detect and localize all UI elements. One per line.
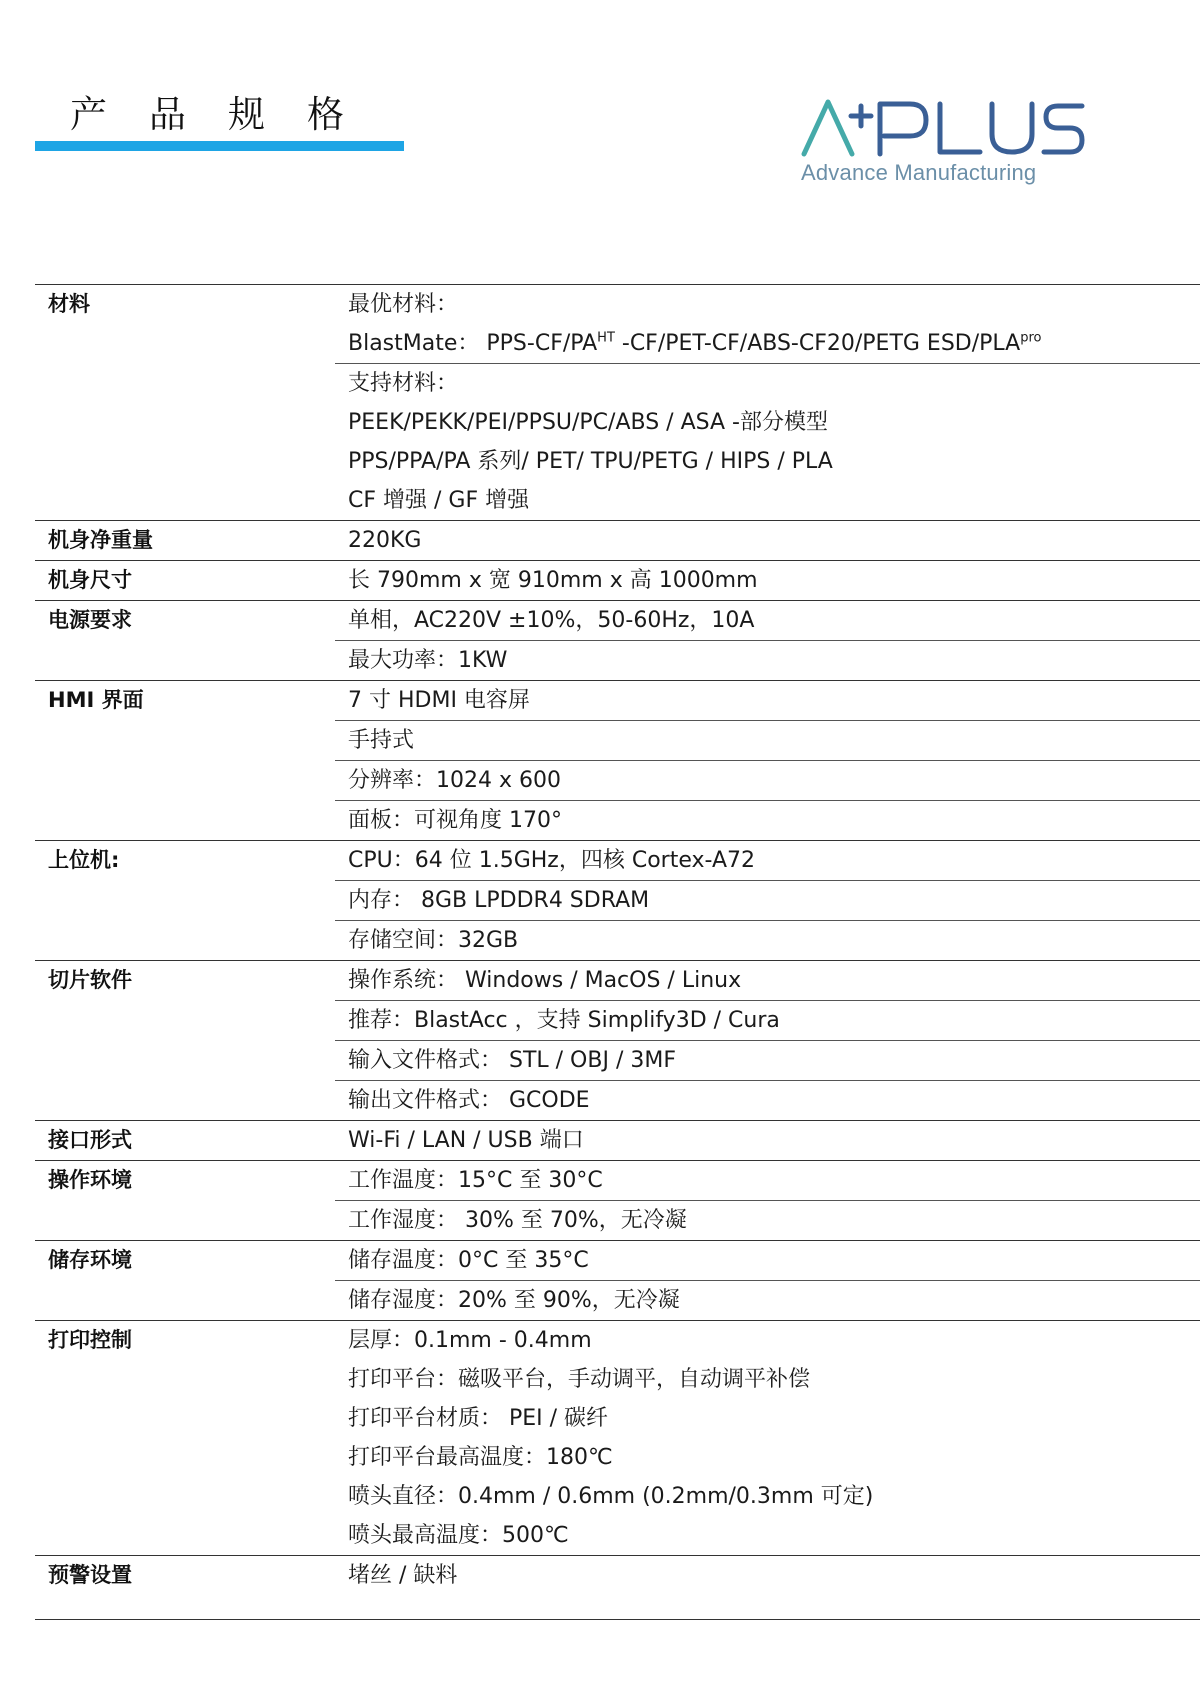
spec-row	[335, 1321, 1200, 1555]
spec-table	[35, 284, 1200, 1620]
spec-group	[35, 1240, 1200, 1320]
spec-value: 存储空间：32GB	[348, 928, 519, 953]
spec-value: 层厚：0.1mm - 0.4mm	[348, 1328, 592, 1353]
spec-value: PPS/PPA/PA 系列/ PET/ TPU/PETG / HIPS / PLA	[348, 449, 833, 474]
spec-label: 储存环境	[48, 1248, 132, 1272]
spec-label: 操作环境	[48, 1168, 132, 1192]
spec-value: 喷头最高温度：500℃	[348, 1523, 569, 1548]
spec-value: 长 790mm x 宽 910mm x 高 1000mm	[348, 568, 758, 593]
spec-row	[335, 285, 1200, 363]
spec-row	[335, 561, 1200, 600]
spec-value: 打印平台材质： PEI / 碳纤	[348, 1406, 609, 1431]
page-title: 产品规格	[70, 93, 386, 136]
spec-row	[335, 1121, 1200, 1160]
spec-row	[335, 720, 1200, 760]
spec-label: 接口形式	[48, 1128, 132, 1152]
spec-value: 手持式	[348, 728, 415, 753]
spec-value: 最大功率：1KW	[348, 648, 508, 673]
spec-value: 内存： 8GB LPDDR4 SDRAM	[348, 888, 650, 913]
logo-tagline: Advance Manufacturing	[801, 160, 1037, 185]
spec-row	[335, 363, 1200, 520]
spec-row	[335, 1000, 1200, 1040]
spec-label: 上位机:	[48, 848, 120, 872]
spec-label: 电源要求	[48, 608, 132, 632]
spec-row	[335, 601, 1200, 640]
spec-row	[335, 760, 1200, 800]
spec-group	[35, 1160, 1200, 1240]
spec-row	[335, 640, 1200, 680]
spec-group	[35, 520, 1200, 560]
spec-group	[35, 680, 1200, 840]
spec-label: HMI 界面	[48, 688, 144, 712]
spec-value: 输出文件格式： GCODE	[348, 1088, 590, 1113]
spec-row	[335, 920, 1200, 960]
spec-row	[335, 521, 1200, 560]
spec-value: 推荐：BlastAcc ，支持 Simplify3D / Cura	[348, 1008, 780, 1033]
aplus-logo	[800, 96, 1110, 192]
spec-value: 工作湿度： 30% 至 70%，无冷凝	[348, 1208, 687, 1233]
logo-mark-icon	[800, 96, 1110, 158]
spec-value: 支持材料：	[348, 371, 459, 396]
spec-group	[35, 284, 1200, 520]
title-underline	[35, 141, 404, 151]
spec-row	[335, 1080, 1200, 1120]
spec-row	[335, 1040, 1200, 1080]
spec-value: 喷头直径：0.4mm / 0.6mm (0.2mm/0.3mm 可定)	[348, 1484, 874, 1509]
spec-row	[335, 1200, 1200, 1240]
spec-value: 7 寸 HDMI 电容屏	[348, 688, 530, 713]
spec-group	[35, 1555, 1200, 1595]
spec-value: 储存温度：0°C 至 35°C	[348, 1248, 589, 1273]
spec-label: 预警设置	[48, 1563, 132, 1587]
spec-value: 打印平台最高温度：180℃	[348, 1445, 613, 1470]
spec-label: 机身尺寸	[48, 568, 132, 592]
spec-value: PEEK/PEKK/PEI/PPSU/PC/ABS / ASA -部分模型	[348, 410, 828, 435]
spec-value: 输入文件格式： STL / OBJ / 3MF	[348, 1048, 676, 1073]
spec-value: Wi-Fi / LAN / USB 端口	[348, 1128, 584, 1153]
spec-label: 打印控制	[48, 1328, 132, 1352]
spec-row	[335, 1556, 1200, 1595]
spec-value: CF 增强 / GF 增强	[348, 488, 530, 513]
spec-group	[35, 960, 1200, 1120]
spec-value: 220KG	[348, 528, 422, 553]
spec-value: 分辨率：1024 x 600	[348, 768, 561, 793]
spec-value: 单相，AC220V ±10%，50-60Hz，10A	[348, 608, 755, 633]
spec-value: 打印平台：磁吸平台，手动调平，自动调平补偿	[348, 1367, 811, 1392]
spec-value: 堵丝 / 缺料	[348, 1563, 458, 1588]
spec-group	[35, 1120, 1200, 1160]
spec-row	[335, 1280, 1200, 1320]
spec-row	[335, 1161, 1200, 1200]
spec-value: 操作系统： Windows / MacOS / Linux	[348, 968, 742, 993]
spec-label: 机身净重量	[48, 528, 153, 552]
spec-row	[335, 800, 1200, 840]
spec-label: 材料	[48, 292, 90, 316]
spec-value: BlastMate： PPS-$CF/PA^{HT}$ -CF/PET-CF/ABS-CF20/PETG ESD/$PLA^{pro}$	[348, 330, 1042, 356]
spec-row	[335, 1241, 1200, 1280]
spec-value: 工作温度：15°C 至 30°C	[348, 1168, 603, 1193]
spec-value: 最优材料：	[348, 292, 459, 317]
spec-value: 面板：可视角度 170°	[348, 808, 562, 833]
spec-value: CPU：64 位 1.5GHz，四核 Cortex-A72	[348, 848, 755, 873]
spec-group	[35, 600, 1200, 680]
table-bottom-rule	[35, 1619, 1200, 1620]
spec-group	[35, 840, 1200, 960]
spec-row	[335, 841, 1200, 880]
spec-row	[335, 961, 1200, 1000]
spec-group	[35, 560, 1200, 600]
spec-group	[35, 1320, 1200, 1555]
spec-label: 切片软件	[48, 968, 132, 992]
spec-row	[335, 880, 1200, 920]
spec-row	[335, 681, 1200, 720]
spec-value: 储存湿度：20% 至 90%，无冷凝	[348, 1288, 680, 1313]
